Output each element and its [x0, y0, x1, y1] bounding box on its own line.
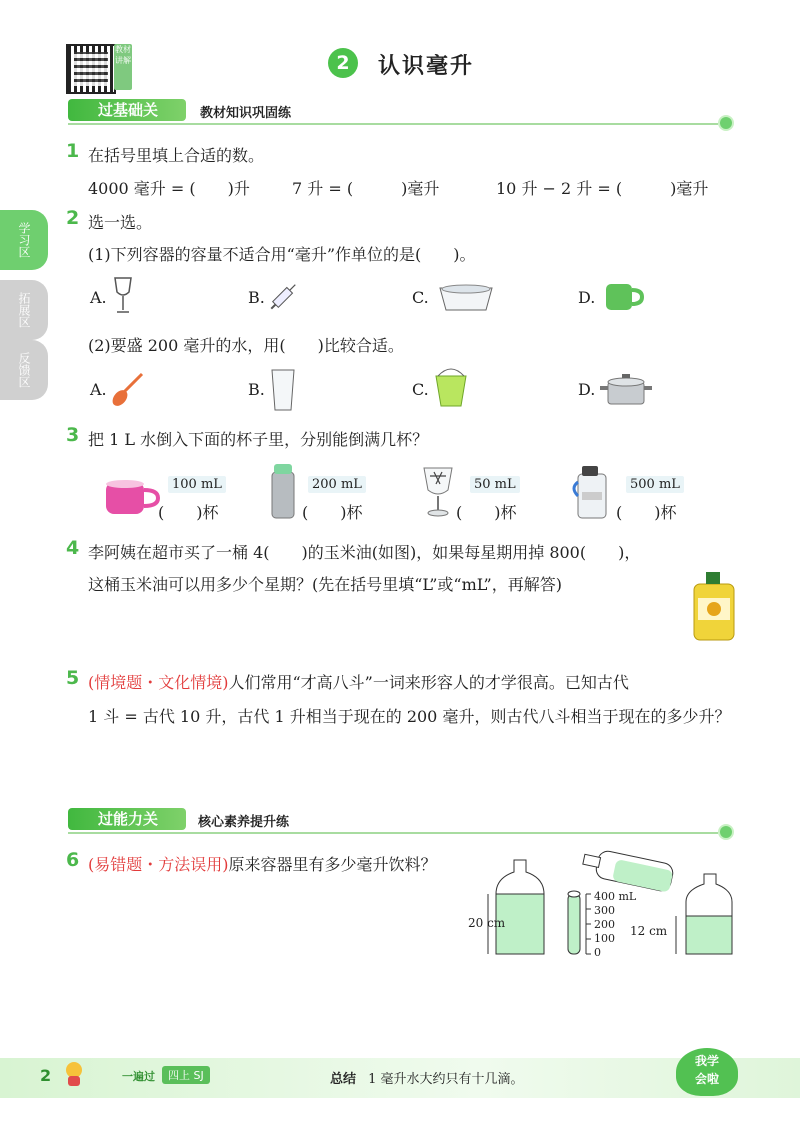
- section-banner-basic: 过基础关: [68, 99, 186, 121]
- scale-mark: 300: [594, 904, 615, 917]
- q1-item[interactable]: 7 升 = ( )毫升: [292, 179, 440, 198]
- question-number: 3: [66, 424, 80, 446]
- side-tab-feedback[interactable]: 反馈区: [0, 340, 48, 400]
- flower-icon: [720, 117, 732, 129]
- option-label[interactable]: A.: [90, 380, 107, 399]
- cup-answer[interactable]: ( )杯: [456, 503, 517, 522]
- scale-mark: 0: [594, 946, 601, 959]
- option-label[interactable]: D.: [578, 380, 596, 399]
- q4-line1: 李阿姨在超市买了一桶 4( )的玉米油(如图)，如果每星期用掉 800( )，: [88, 543, 641, 562]
- mascot-icon: [62, 1060, 86, 1088]
- q5-line1: 人们常用“才高八斗”一词来形容人的才学很高。已知古代: [228, 673, 629, 692]
- q1-item[interactable]: 4000 毫升 = ( )升: [88, 179, 250, 198]
- q6-tag: (易错题・方法误用): [88, 855, 229, 874]
- section-divider: [68, 123, 718, 125]
- page-title: 认识毫升: [378, 54, 475, 79]
- badge-line: 会啦: [694, 1072, 719, 1086]
- question-number: 5: [66, 667, 80, 689]
- option-label[interactable]: D.: [578, 288, 596, 307]
- scale-mark: 100: [594, 932, 615, 945]
- question-number: 1: [66, 140, 80, 162]
- side-tab-extend[interactable]: 拓展区: [0, 280, 48, 340]
- sports-bottle-icon: [570, 462, 612, 520]
- question-number: 2: [66, 207, 80, 229]
- summary-text: 1 毫升水大约只有十几滴。: [368, 1072, 524, 1087]
- green-mug-icon: [602, 278, 646, 314]
- done-badge[interactable]: [676, 1048, 738, 1096]
- page-number: 2: [40, 1066, 52, 1085]
- q6-prompt: 原来容器里有多少毫升饮料？: [228, 855, 437, 874]
- scale-mark: 400 mL: [594, 890, 637, 903]
- cup-answer[interactable]: ( )杯: [302, 503, 363, 522]
- lesson-number: 2: [328, 48, 358, 78]
- question-number: 6: [66, 849, 80, 871]
- option-label[interactable]: A.: [90, 288, 107, 307]
- cup-capacity: 100 mL: [168, 476, 226, 493]
- bottle2-height: 12 cm: [630, 924, 668, 938]
- question-prompt: 选一选。: [88, 213, 153, 232]
- badge-line: 我学: [694, 1054, 719, 1068]
- brand: 一遍过: [122, 1070, 155, 1083]
- q5-tag: (情境题・文化情境): [88, 673, 229, 692]
- option-label[interactable]: B.: [248, 288, 265, 307]
- corn-oil-jug-icon: [690, 568, 738, 642]
- question-number: 4: [66, 537, 80, 559]
- cup-capacity: 200 mL: [308, 476, 366, 493]
- spoon-icon: [110, 370, 146, 410]
- question-prompt: 在括号里填上合适的数。: [88, 146, 265, 165]
- option-label[interactable]: C.: [412, 380, 429, 399]
- q6-line-wrap: [88, 852, 437, 875]
- cup-answer[interactable]: ( )杯: [616, 503, 677, 522]
- q4-line2: 这桶玉米油可以用多少个星期？(先在括号里填“L”或“mL”，再解答): [88, 575, 562, 594]
- qr-tag: 教材讲解: [114, 44, 132, 90]
- wine-glass-icon: [112, 276, 134, 316]
- bucket-icon: [434, 368, 468, 408]
- cup-answer[interactable]: ( )杯: [158, 503, 219, 522]
- option-label[interactable]: B.: [248, 380, 265, 399]
- qr-code: [66, 44, 116, 94]
- section-subtitle-ability: 核心素养提升练: [198, 815, 290, 830]
- syringe-icon: [266, 278, 302, 314]
- thermos-icon: [268, 462, 298, 520]
- glass-cup-icon: [270, 368, 296, 412]
- summary: [330, 1068, 524, 1087]
- cup-capacity: 50 mL: [470, 476, 520, 493]
- grade-tag: 四上 SJ: [162, 1066, 210, 1084]
- goblet-icon: [420, 466, 456, 518]
- pink-mug-icon: [104, 476, 160, 518]
- summary-label: 总结: [330, 1072, 357, 1087]
- bathtub-icon: [436, 280, 496, 314]
- section-divider: [68, 832, 718, 834]
- bottle1-height: 20 cm: [468, 916, 506, 930]
- option-label[interactable]: C.: [412, 288, 429, 307]
- flower-icon: [720, 826, 732, 838]
- side-tab-study[interactable]: 学习区: [0, 210, 48, 270]
- q2-sub1: (1)下列容器的容量不适合用“毫升”作单位的是( )。: [88, 245, 476, 264]
- section-banner-ability: 过能力关: [68, 808, 186, 830]
- cup-capacity: 500 mL: [626, 476, 684, 493]
- question-prompt: 把 1 L 水倒入下面的杯子里，分别能倒满几杯？: [88, 430, 429, 449]
- q1-item[interactable]: 10 升 − 2 升 = ( )毫升: [496, 179, 709, 198]
- scale-mark: 200: [594, 918, 615, 931]
- q5-line1-wrap: [88, 670, 629, 693]
- q5-line2: 1 斗 = 古代 10 升，古代 1 升相当于现在的 200 毫升，则古代八斗相当于现在的多少升？: [88, 707, 731, 726]
- cooking-pot-icon: [600, 372, 652, 408]
- section-subtitle-basic: 教材知识巩固练: [200, 106, 292, 121]
- q2-sub2: (2)要盛 200 毫升的水，用( )比较合适。: [88, 336, 404, 355]
